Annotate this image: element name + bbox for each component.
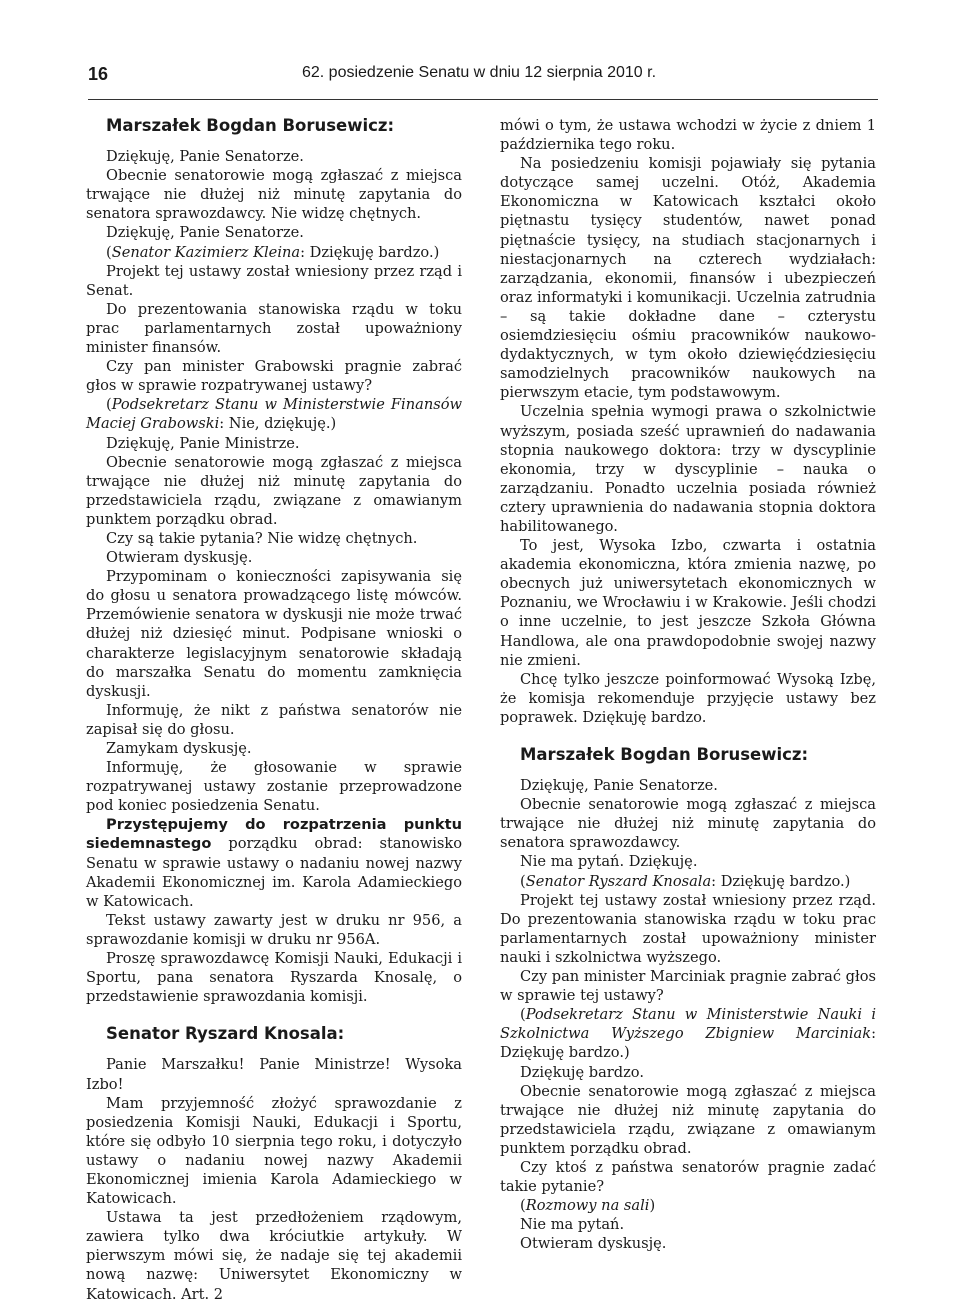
paragraph: Proszę sprawozdawcę Komisji Nauki, Edukacji i Sportu, pana senatora Ryszarda Knosalę, o przedstawienie sprawozdania komisji. bbox=[86, 950, 462, 1006]
paragraph: Dziękuję, Panie Senatorze. bbox=[520, 777, 718, 795]
paragraph: Dziękuję, Panie Senatorze. bbox=[106, 224, 304, 242]
paragraph: Informuję, że nikt z państwa senatorów nie zapisał się do głosu. bbox=[86, 701, 462, 738]
paragraph: Projekt tej ustawy został wniesiony przez rząd i Senat. bbox=[86, 262, 462, 299]
paragraph: Dziękuję, Panie Senatorze. bbox=[106, 148, 304, 166]
paragraph: Ustawa ta jest przedłożeniem rządowym, zawiera tylko dwa króciutkie artykuły. W pierwszym mówi się, że nadaje się tej akademii nową nazwę: Uniwersytet Ekonomiczny w Katowicach. Art. 2 bbox=[86, 1209, 462, 1303]
paragraph: Chcę tylko jeszcze poinformować Wysoką Izbę, że komisja rekomenduje przyjęcie ustawy bez poprawek. Dziękuję bardzo. bbox=[500, 670, 876, 726]
paragraph: Otwieram dyskusję. bbox=[520, 1235, 667, 1253]
speaker-heading: Senator Ryszard Knosala: bbox=[106, 1024, 345, 1044]
agenda-item-paragraph: Przystępujemy do rozpatrzenia punktu siedemnastego porządku obrad: stanowisko Senatu w sprawie ustawy o nadaniu nowej nazwy Akademii Ekonomicznej im. Karola Adamieckiego w Katowicach. bbox=[86, 816, 462, 910]
paragraph: Projekt tej ustawy został wniesiony przez rząd. Do prezentowania stanowiska rządu w toku prac parlamentarnych został upoważniony minister nauki i szkolnictwa wyższego. bbox=[500, 891, 876, 966]
paragraph: Uczelnia spełnia wymogi prawa o szkolnictwie wyższym, posiada sześć uprawnień do nadawania stopnia naukowego doktora: trzy w dyscyplinie ekonomia, trzy w dyscyplinie – nauka o zarządzaniu. Ponadto uczelnia posiada również cztery uprawnienia do nadawania stopnia doktora habilitowanego. bbox=[500, 403, 876, 535]
stage-direction: (Rozmowy na sali) bbox=[520, 1197, 656, 1215]
stage-direction: (Podsekretarz Stanu w Ministerstwie Finansów Maciej Grabowski: Nie, dziękuję.) bbox=[86, 396, 462, 433]
paragraph: Mam przyjemność złożyć sprawozdanie z posiedzenia Komisji Nauki, Edukacji i Sportu, które się odbyło 10 sierpnia tego roku, i dotyczyło ustawy o nadaniu nowej nazwy Akademii Ekonomicznej imienia Karola Adamieckiego w Katowicach. bbox=[86, 1094, 462, 1208]
paragraph: Tekst ustawy zawarty jest w druku nr 956, a sprawozdanie komisji w druku nr 956A. bbox=[86, 911, 462, 948]
stage-direction-name: Senator Kazimierz Kleina bbox=[111, 243, 301, 261]
paragraph: Zamykam dyskusję. bbox=[106, 740, 252, 757]
left-column bbox=[86, 116, 462, 1304]
paragraph: Czy ktoś z państwa senatorów pragnie zadać takie pytanie? bbox=[500, 1158, 876, 1196]
paragraph: Dziękuję, Panie Ministrze. bbox=[106, 434, 300, 452]
paragraph: Panie Marszałku! Panie Ministrze! Wysoka Izbo! bbox=[86, 1056, 462, 1093]
paragraph: mówi o tym, że ustawa wchodzi w życie z dniem 1 października tego roku. bbox=[500, 117, 876, 154]
page-number: 16 bbox=[88, 64, 109, 84]
paragraph: Obecnie senatorowie mogą zgłaszać z miejsca trwające nie dłużej niż minutę zapytania do senatora sprawozdawcy. bbox=[500, 796, 876, 852]
stage-direction: (Senator Kazimierz Kleina: Dziękuję bardzo.) bbox=[106, 243, 440, 261]
agenda-item-lead: Przystępujemy do rozpatrzenia punktu siedemnastego bbox=[86, 816, 462, 853]
paragraph: Do prezentowania stanowiska rządu w toku prac parlamentarnych został upoważniony minister finansów. bbox=[86, 300, 462, 357]
page-header bbox=[88, 64, 870, 88]
speaker-heading: Marszałek Bogdan Borusewicz: bbox=[106, 116, 395, 135]
stage-direction: (Podsekretarz Stanu w Ministerstwie Nauki i Szkolnictwa Wyższego Zbigniew Marciniak: Dziękuję bardzo.) bbox=[500, 1006, 876, 1062]
paragraph: To jest, Wysoka Izbo, czwarta i ostatnia akademia ekonomiczna, która zmienia nazwę, po obecnych już uniwersytetach ekonomicznych w Poznaniu, we Wrocławiu i w Krakowie. Jeśli chodzi o inne uczelnie, to jest jeszcze Szkoła Główna Handlowa, ale ona prawdopodobnie swojej nazwy nie zmieni. bbox=[500, 537, 876, 669]
paragraph: Na posiedzeniu komisji pojawiały się pytania dotyczące samej uczelni. Otóż, Akademia Ekonomiczna w Katowicach kształci około piętnastu tysięcy studentów, nawet ponad piętnaście tysięcy, na studiach stacjonarnych i niestacjonarnych na czterech wydziałach: zarządzania, ekonomii, finansów i ubezpieczeń oraz informatyki i komunikacji. Uczelnia zatrudnia – są takie dokładne dane – czterystu osiemdziesięciu ośmiu pracowników naukowo-dydaktycznych, w tym około dziewięćdziesięciu samodzielnych pracowników naukowych na pierwszym etacie, tym podstawowym. bbox=[500, 155, 876, 402]
stage-direction-name: Rozmowy na sali bbox=[525, 1197, 650, 1215]
paragraph: Obecnie senatorowie mogą zgłaszać z miejsca trwające nie dłużej niż minutę zapytania do przedstawiciela rządu, związane z omawianym punktem porządku obrad. bbox=[86, 453, 462, 528]
paragraph: Nie ma pytań. bbox=[520, 1216, 625, 1234]
right-column bbox=[500, 116, 876, 1253]
stage-direction-name: Podsekretarz Stanu w Ministerstwie Nauki i Szkolnictwa Wyższego Zbigniew Marciniak bbox=[500, 1006, 876, 1043]
paragraph: Informuję, że głosowanie w sprawie rozpatrywanej ustawy zostanie przeprowadzone pod koniec posiedzenia Senatu. bbox=[86, 759, 462, 815]
paragraph: Nie ma pytań. Dziękuję. bbox=[520, 853, 698, 871]
paragraph: Obecnie senatorowie mogą zgłaszać z miejsca trwające nie dłużej niż minutę zapytania do senatora sprawozdawcy. Nie widzę chętnych. bbox=[86, 167, 462, 223]
paragraph: Dziękuję bardzo. bbox=[520, 1063, 644, 1081]
paragraph: Czy są takie pytania? Nie widzę chętnych. bbox=[106, 529, 418, 547]
running-head: 62. posiedzenie Senatu w dniu 12 sierpnia 2010 r. bbox=[301, 64, 657, 81]
paragraph: Czy pan minister Grabowski pragnie zabrać głos w sprawie rozpatrywanej ustawy? bbox=[86, 358, 462, 395]
stage-direction-name: Senator Ryszard Knosala bbox=[525, 872, 712, 890]
paragraph: Obecnie senatorowie mogą zgłaszać z miejsca trwające nie dłużej niż minutę zapytania do przedstawiciela rządu, związane z omawianym punktem porządku obrad. bbox=[500, 1082, 876, 1157]
stage-direction-name: Podsekretarz Stanu w Ministerstwie Finansów Maciej Grabowski bbox=[86, 396, 462, 433]
paragraph: Otwieram dyskusję. bbox=[106, 549, 253, 567]
speaker-heading: Marszałek Bogdan Borusewicz: bbox=[520, 745, 809, 764]
paragraph: Przypominam o konieczności zapisywania się do głosu u senatora prowadzącego listę mówców. Przemówienie senatora w dyskusji nie może trwać dłużej niż dziesięć minut. Podpisane wnioski o charakterze legislacyjnym senatorowie składają do marszałka Senatu do momentu zamknięcia dyskusji. bbox=[86, 568, 462, 700]
paragraph: Czy pan minister Marciniak pragnie zabrać głos w sprawie tej ustawy? bbox=[500, 968, 876, 1005]
stage-direction: (Senator Ryszard Knosala: Dziękuję bardzo.) bbox=[520, 872, 851, 890]
header-rule bbox=[88, 99, 878, 100]
